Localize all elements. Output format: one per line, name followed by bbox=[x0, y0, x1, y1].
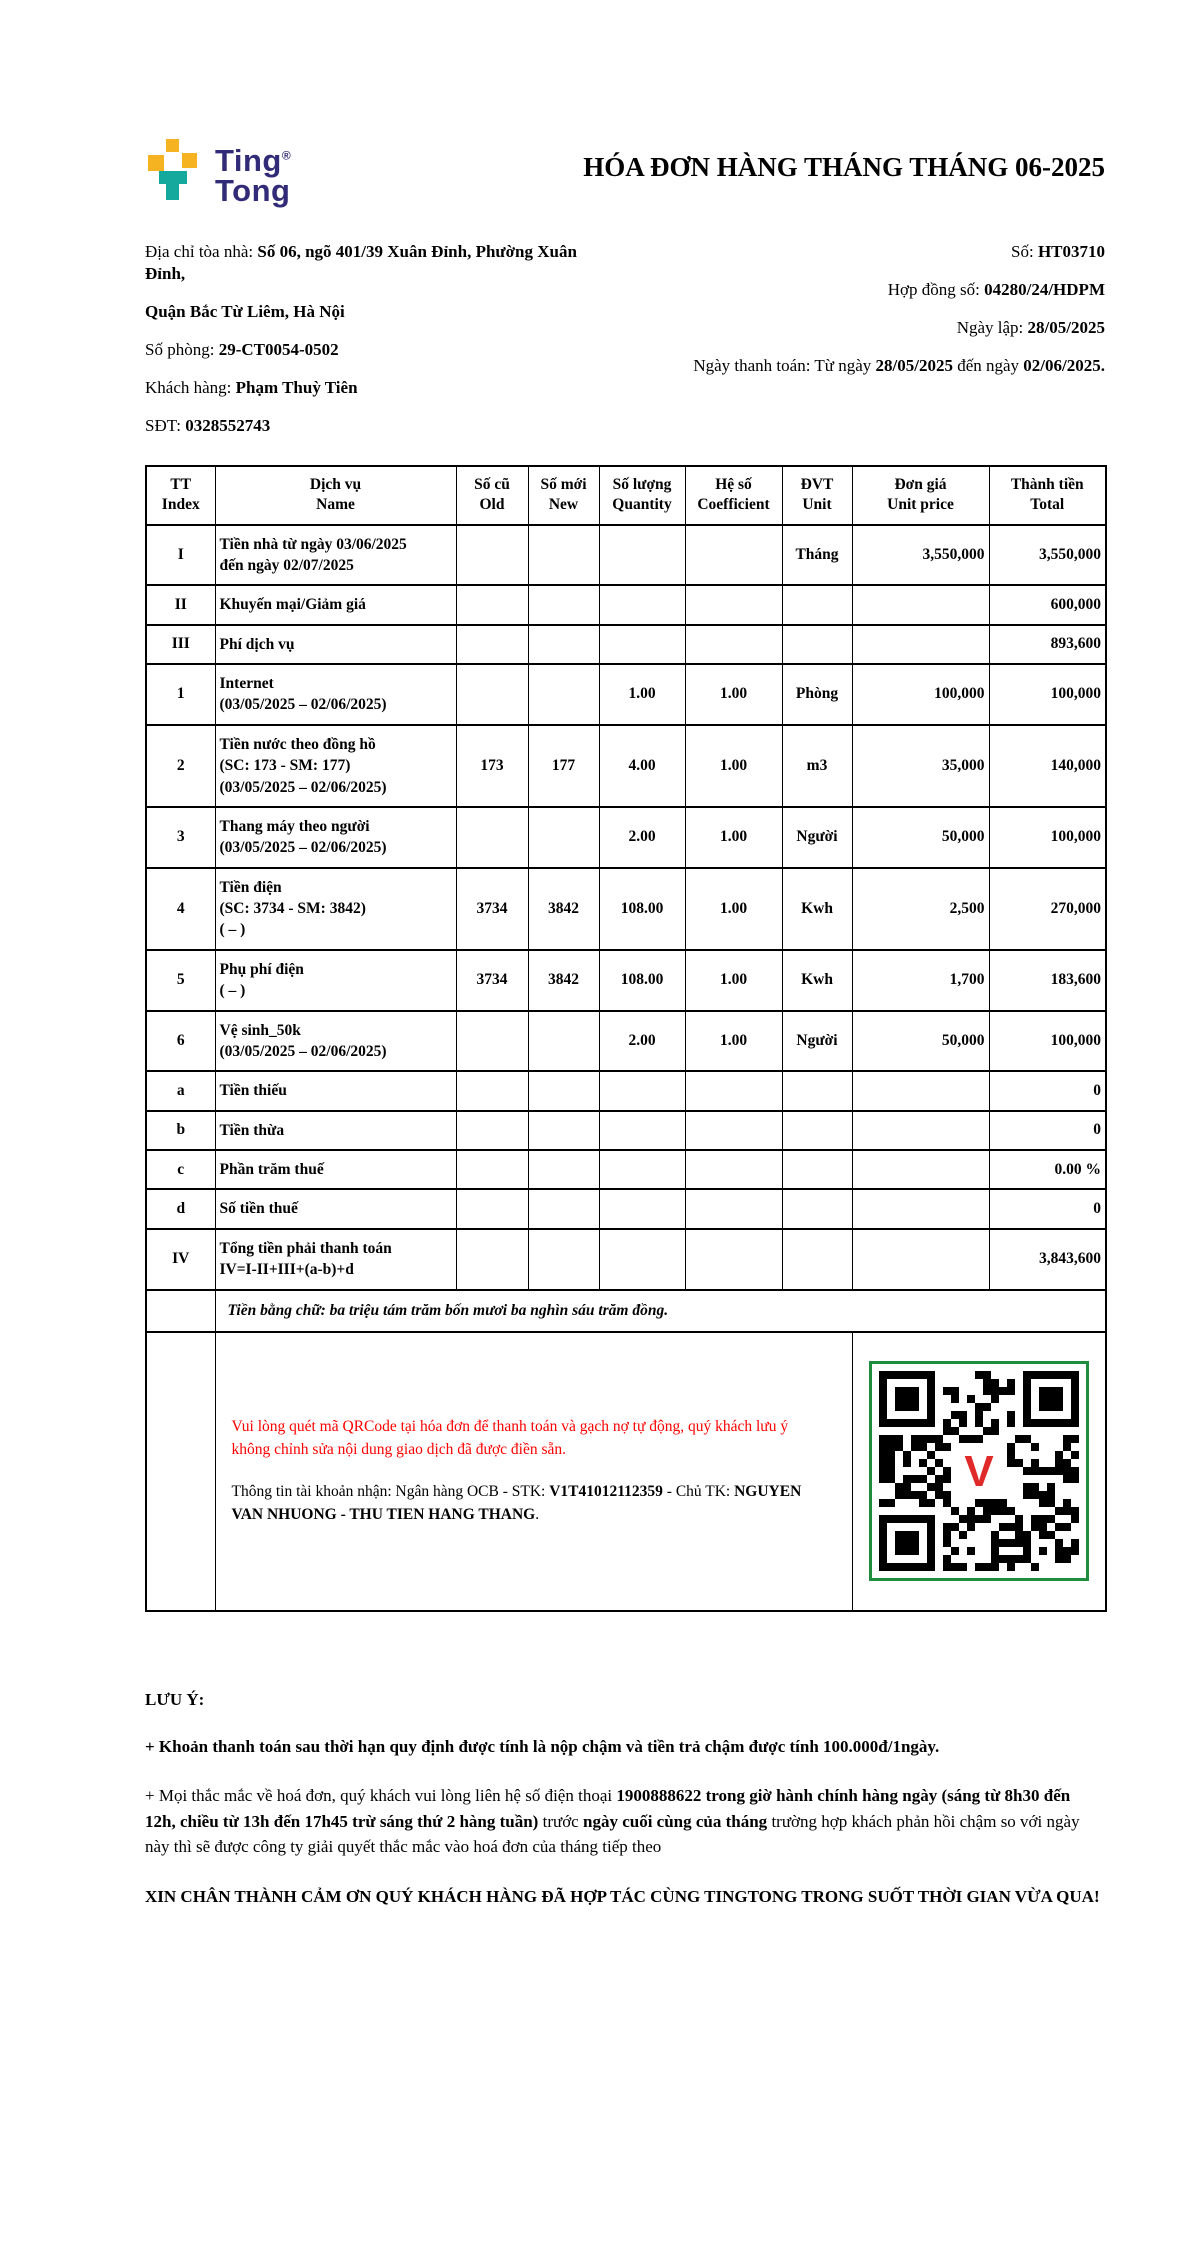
cell-name bbox=[215, 1189, 456, 1228]
qr-center-v-logo: V bbox=[964, 1447, 994, 1497]
cell-total: 600,000 bbox=[989, 585, 1106, 624]
text-segment: Thông tin tài khoản nhận: Ngân hàng OCB - STK: bbox=[231, 1483, 550, 1501]
cell-old bbox=[456, 1111, 528, 1150]
table-row bbox=[146, 1150, 1106, 1189]
cell-new bbox=[528, 1011, 599, 1072]
text-segment: 28/05/2025 bbox=[1027, 317, 1105, 337]
cell-total: 100,000 bbox=[989, 807, 1106, 868]
service-name-line: Phần trăm thuế bbox=[219, 1161, 324, 1179]
service-name-line: ( – ) bbox=[219, 982, 246, 1000]
cell-total: 270,000 bbox=[989, 868, 1106, 950]
cell-price bbox=[852, 1111, 989, 1150]
text-segment: Khách hàng: bbox=[145, 378, 236, 398]
text-segment: SĐT: bbox=[145, 416, 186, 436]
service-name-line: Phụ phí điện bbox=[219, 960, 304, 978]
cell-total: 0 bbox=[989, 1189, 1106, 1228]
table-row bbox=[146, 1189, 1106, 1228]
table-row bbox=[146, 807, 1106, 868]
cell-new bbox=[528, 664, 599, 725]
customer-phone bbox=[145, 415, 615, 437]
service-name-line: (03/05/2025 – 02/06/2025) bbox=[219, 839, 387, 857]
building-address-2 bbox=[145, 301, 615, 323]
cell-name bbox=[215, 664, 456, 725]
cell-unit bbox=[782, 1111, 852, 1150]
building-address bbox=[145, 241, 615, 285]
payment-date-range bbox=[615, 355, 1105, 377]
cell-coef: 1.00 bbox=[685, 807, 782, 868]
service-name-line: Số tiền thuế bbox=[219, 1200, 298, 1218]
cell-tt: 1 bbox=[146, 664, 215, 725]
cell-coef: 1.00 bbox=[685, 868, 782, 950]
service-name-line: Tiền nhà từ ngày 03/06/2025 bbox=[219, 535, 407, 553]
cell-coef bbox=[685, 1189, 782, 1228]
payment-instructions-cell bbox=[215, 1332, 852, 1611]
cell-old bbox=[456, 1189, 528, 1228]
cell-qty: 1.00 bbox=[599, 664, 685, 725]
cell-qty bbox=[599, 625, 685, 664]
service-name-line: Vệ sinh_50k bbox=[219, 1021, 301, 1039]
service-name-line: IV=I-II+III+(a-b)+d bbox=[219, 1261, 354, 1279]
hotline-note bbox=[145, 1783, 1105, 1860]
cell-coef: 1.00 bbox=[685, 664, 782, 725]
cell-coef bbox=[685, 1071, 782, 1110]
text-segment: Ngày lập: bbox=[956, 317, 1028, 337]
cell-total: 3,550,000 bbox=[989, 525, 1106, 586]
tingtong-logo bbox=[145, 138, 291, 207]
text-segment: + Mọi thắc mắc về hoá đơn, quý khách vui lòng liên hệ số điện thoại bbox=[145, 1786, 617, 1806]
column-header-6: ĐVT Unit bbox=[782, 466, 852, 524]
cell-name bbox=[215, 525, 456, 586]
service-name-line: Khuyến mại/Giảm giá bbox=[219, 596, 366, 614]
service-name-line: Tiền nước theo đồng hồ bbox=[219, 735, 376, 753]
cell-coef bbox=[685, 585, 782, 624]
table-row bbox=[146, 1111, 1106, 1150]
contract-number bbox=[615, 279, 1105, 301]
cell-price: 3,550,000 bbox=[852, 525, 989, 586]
cell-new: 177 bbox=[528, 725, 599, 807]
column-header-1: Dịch vụ Name bbox=[215, 466, 456, 524]
cell-price bbox=[852, 1150, 989, 1189]
cell-coef bbox=[685, 625, 782, 664]
text-segment: ngày cuối cùng của tháng bbox=[582, 1811, 768, 1831]
qr-payment-instruction: Vui lòng quét mã QRCode tại hóa đơn để thanh toán và gạch nợ tự động, quý khách lưu ý không chỉnh sửa nội dung giao dịch đã được điền sẵn. bbox=[231, 1418, 789, 1458]
cell-tt: b bbox=[146, 1111, 215, 1150]
table-header-row bbox=[146, 466, 1106, 524]
cell-name bbox=[215, 950, 456, 1011]
cell-qty: 2.00 bbox=[599, 1011, 685, 1072]
text-segment: 04280/24/HDPM bbox=[984, 279, 1105, 299]
text-segment: Quận Bắc Từ Liêm, Hà Nội bbox=[145, 301, 345, 321]
thank-you-note: XIN CHÂN THÀNH CẢM ƠN QUÝ KHÁCH HÀNG ĐÃ HỢP TÁC CÙNG TINGTONG TRONG SUỐT THỜI GIAN VỪA QUA! bbox=[145, 1886, 1100, 1906]
cell-new bbox=[528, 1071, 599, 1110]
cell-qty bbox=[599, 1189, 685, 1228]
text-segment: Hợp đồng số: bbox=[887, 279, 985, 299]
cell-name bbox=[215, 1111, 456, 1150]
cell-old: 3734 bbox=[456, 868, 528, 950]
text-segment: Số 06, ngõ 401/39 Xuân Đỉnh, Phường Xuân Đỉnh, bbox=[145, 241, 577, 283]
cell-unit bbox=[782, 1229, 852, 1290]
cell-tt: a bbox=[146, 1071, 215, 1110]
customer-info bbox=[145, 241, 615, 454]
cell-name bbox=[215, 807, 456, 868]
cell-old bbox=[456, 664, 528, 725]
service-name-line: (SC: 3734 - SM: 3842) bbox=[219, 900, 366, 918]
cell-old bbox=[456, 1229, 528, 1290]
cell-unit: Kwh bbox=[782, 950, 852, 1011]
cell-unit: Người bbox=[782, 807, 852, 868]
cell-unit bbox=[782, 585, 852, 624]
late-payment-note: + Khoản thanh toán sau thời hạn quy định được tính là nộp chậm và tiền trả chậm được tính 100.000đ/1ngày. bbox=[145, 1736, 940, 1756]
cell-new: 3842 bbox=[528, 950, 599, 1011]
table-row bbox=[146, 950, 1106, 1011]
cell-tt: I bbox=[146, 525, 215, 586]
registered-mark: ® bbox=[281, 148, 292, 163]
cell-name bbox=[215, 1150, 456, 1189]
service-name-line: Tiền điện bbox=[219, 878, 282, 896]
service-name-line: Tổng tiền phải thanh toán bbox=[219, 1239, 392, 1257]
text-segment: đến ngày bbox=[952, 356, 1024, 376]
cell-unit: Tháng bbox=[782, 525, 852, 586]
header bbox=[145, 138, 1105, 207]
text-segment: Phạm Thuỳ Tiên bbox=[235, 378, 358, 398]
text-segment: Địa chỉ tòa nhà: bbox=[145, 241, 258, 261]
cell-tt: III bbox=[146, 625, 215, 664]
cell-total: 3,843,600 bbox=[989, 1229, 1106, 1290]
table-row bbox=[146, 625, 1106, 664]
cell-tt: 3 bbox=[146, 807, 215, 868]
text-segment: 02/06/2025. bbox=[1023, 356, 1105, 376]
cell-coef: 1.00 bbox=[685, 725, 782, 807]
cell-unit: Phòng bbox=[782, 664, 852, 725]
cell-unit: Kwh bbox=[782, 868, 852, 950]
cell-tt: 5 bbox=[146, 950, 215, 1011]
cell-price bbox=[852, 1071, 989, 1110]
cell-total: 893,600 bbox=[989, 625, 1106, 664]
column-header-0: TT Index bbox=[146, 466, 215, 524]
cell-total: 140,000 bbox=[989, 725, 1106, 807]
service-name-line: Tiền thừa bbox=[219, 1121, 285, 1139]
cell-total: 0.00 % bbox=[989, 1150, 1106, 1189]
text-segment: trường hợp khách phản hồi chậm so với ngày này thì sẽ được công ty giải quyết thắc mắc vào hoá đơn của tháng tiếp theo bbox=[145, 1811, 1080, 1857]
amount-in-words-row bbox=[146, 1290, 1106, 1332]
bank-account-info bbox=[232, 1481, 832, 1526]
text-segment: 0328552743 bbox=[185, 416, 271, 436]
service-name-line: đến ngày 02/07/2025 bbox=[219, 556, 354, 574]
cell-coef bbox=[685, 525, 782, 586]
invoice-meta bbox=[615, 241, 1105, 393]
invoice-info bbox=[145, 241, 1105, 454]
cell-total: 183,600 bbox=[989, 950, 1106, 1011]
cell-new bbox=[528, 1111, 599, 1150]
cell-qty bbox=[599, 1150, 685, 1189]
cell-total: 0 bbox=[989, 1071, 1106, 1110]
cell-name bbox=[215, 1011, 456, 1072]
cell-qty: 4.00 bbox=[599, 725, 685, 807]
column-header-5: Hệ số Coefficient bbox=[685, 466, 782, 524]
cell-name bbox=[215, 625, 456, 664]
cell-unit bbox=[782, 625, 852, 664]
table-header bbox=[146, 466, 1106, 524]
qr-code bbox=[869, 1361, 1089, 1581]
column-header-8: Thành tiền Total bbox=[989, 466, 1106, 524]
table-footer bbox=[146, 1290, 1106, 1611]
cell-price: 2,500 bbox=[852, 868, 989, 950]
cell-qty: 108.00 bbox=[599, 950, 685, 1011]
cell-old bbox=[456, 1011, 528, 1072]
cell-qty bbox=[599, 1071, 685, 1110]
cell-unit: m3 bbox=[782, 725, 852, 807]
cell-price bbox=[852, 1229, 989, 1290]
cell-tt: 6 bbox=[146, 1011, 215, 1072]
invoice-table bbox=[145, 465, 1107, 1611]
cell-tt: IV bbox=[146, 1229, 215, 1290]
column-header-2: Số cũ Old bbox=[456, 466, 528, 524]
text-segment: 28/05/2025 bbox=[875, 356, 953, 376]
cell-old bbox=[456, 525, 528, 586]
customer-name bbox=[145, 377, 615, 399]
cell-price: 35,000 bbox=[852, 725, 989, 807]
cell-new bbox=[528, 525, 599, 586]
text-segment: Ngày thanh toán: Từ ngày bbox=[693, 356, 876, 376]
cell-tt: 2 bbox=[146, 725, 215, 807]
text-segment: Số: bbox=[1011, 241, 1038, 261]
cell-qty bbox=[599, 1111, 685, 1150]
text-segment: 29-CT0054-0502 bbox=[218, 340, 339, 360]
cell-new bbox=[528, 807, 599, 868]
cell-price: 100,000 bbox=[852, 664, 989, 725]
text-segment: . bbox=[535, 1505, 540, 1523]
cell-old bbox=[456, 625, 528, 664]
cell-tt: II bbox=[146, 585, 215, 624]
cell-new bbox=[528, 1150, 599, 1189]
footer-notes bbox=[145, 1690, 1105, 1910]
cell-tt: c bbox=[146, 1150, 215, 1189]
cell-price: 50,000 bbox=[852, 1011, 989, 1072]
tingtong-logo-icon bbox=[145, 138, 203, 204]
cell-old bbox=[456, 807, 528, 868]
amount-in-words-cell bbox=[215, 1290, 1106, 1332]
cell-unit bbox=[782, 1071, 852, 1110]
cell-total: 100,000 bbox=[989, 1011, 1106, 1072]
table-row bbox=[146, 664, 1106, 725]
cell-coef bbox=[685, 1150, 782, 1189]
cell-name bbox=[215, 1071, 456, 1110]
cell-old: 173 bbox=[456, 725, 528, 807]
text-segment: trước bbox=[538, 1811, 583, 1831]
cell-name bbox=[215, 725, 456, 807]
table-body bbox=[146, 525, 1106, 1290]
service-name-line: Phí dịch vụ bbox=[219, 635, 295, 653]
text-segment: NGUYEN VAN NHUONG - THU TIEN HANG THANG bbox=[231, 1483, 802, 1523]
cell-price bbox=[852, 625, 989, 664]
notes-heading: LƯU Ý: bbox=[145, 1689, 205, 1709]
cell-qty: 108.00 bbox=[599, 868, 685, 950]
cell-tt bbox=[146, 1332, 215, 1611]
cell-unit bbox=[782, 1150, 852, 1189]
payment-row bbox=[146, 1332, 1106, 1611]
table-row bbox=[146, 525, 1106, 586]
cell-qty bbox=[599, 1229, 685, 1290]
text-segment: V1T41012112359 bbox=[549, 1483, 663, 1501]
cell-price bbox=[852, 585, 989, 624]
service-name-line: Internet bbox=[219, 675, 274, 693]
text-segment: 1900888622 trong giờ hành chính hàng ngày (sáng từ 8h30 đến 12h, chiều từ 13h đến 17h45 trừ sáng thứ 2 hàng tuần) bbox=[145, 1786, 1071, 1831]
cell-unit bbox=[782, 1189, 852, 1228]
table-row bbox=[146, 725, 1106, 807]
column-header-7: Đơn giá Unit price bbox=[852, 466, 989, 524]
cell-new: 3842 bbox=[528, 868, 599, 950]
cell-old bbox=[456, 1150, 528, 1189]
cell-name bbox=[215, 585, 456, 624]
cell-price: 50,000 bbox=[852, 807, 989, 868]
cell-coef bbox=[685, 1111, 782, 1150]
cell-total: 0 bbox=[989, 1111, 1106, 1150]
amount-words-value: ba triệu tám trăm bốn mươi ba nghìn sáu trăm đồng. bbox=[329, 1301, 669, 1319]
cell-tt bbox=[146, 1290, 215, 1332]
service-name-line: (SC: 173 - SM: 177) bbox=[219, 757, 351, 775]
cell-tt: 4 bbox=[146, 868, 215, 950]
cell-total: 100,000 bbox=[989, 664, 1106, 725]
cell-name bbox=[215, 1229, 456, 1290]
service-name-line: (03/05/2025 – 02/06/2025) bbox=[219, 778, 387, 796]
table-row bbox=[146, 585, 1106, 624]
cell-tt: d bbox=[146, 1189, 215, 1228]
cell-coef: 1.00 bbox=[685, 1011, 782, 1072]
text-segment: Số phòng: bbox=[145, 340, 219, 360]
table-row bbox=[146, 1011, 1106, 1072]
amount-words-label: Tiền bằng chữ: bbox=[227, 1301, 330, 1319]
logo-wordmark: Ting® Tong bbox=[215, 143, 292, 209]
invoice-number bbox=[615, 241, 1105, 263]
cell-new bbox=[528, 625, 599, 664]
text-segment: HT03710 bbox=[1037, 241, 1105, 261]
cell-old bbox=[456, 1071, 528, 1110]
text-segment: - Chủ TK: bbox=[662, 1483, 735, 1501]
column-header-3: Số mới New bbox=[528, 466, 599, 524]
service-name-line: ( – ) bbox=[219, 921, 246, 939]
cell-old bbox=[456, 585, 528, 624]
room-number bbox=[145, 339, 615, 361]
service-name-line: Thang máy theo người bbox=[219, 817, 370, 835]
service-name-line: Tiền thiếu bbox=[219, 1082, 287, 1100]
cell-qty bbox=[599, 585, 685, 624]
cell-price: 1,700 bbox=[852, 950, 989, 1011]
service-name-line: (03/05/2025 – 02/06/2025) bbox=[219, 1042, 387, 1060]
cell-unit: Người bbox=[782, 1011, 852, 1072]
cell-name bbox=[215, 868, 456, 950]
cell-qty bbox=[599, 525, 685, 586]
cell-new bbox=[528, 1189, 599, 1228]
service-name-line: (03/05/2025 – 02/06/2025) bbox=[219, 696, 387, 714]
table-row bbox=[146, 868, 1106, 950]
cell-coef: 1.00 bbox=[685, 950, 782, 1011]
page-title: HÓA ĐƠN HÀNG THÁNG THÁNG 06-2025 bbox=[583, 152, 1105, 182]
cell-price bbox=[852, 1189, 989, 1228]
issue-date bbox=[615, 317, 1105, 339]
cell-new bbox=[528, 585, 599, 624]
cell-old: 3734 bbox=[456, 950, 528, 1011]
cell-new bbox=[528, 1229, 599, 1290]
cell-coef bbox=[685, 1229, 782, 1290]
qr-cell bbox=[852, 1332, 1106, 1611]
table-row bbox=[146, 1071, 1106, 1110]
table-row bbox=[146, 1229, 1106, 1290]
column-header-4: Số lượng Quantity bbox=[599, 466, 685, 524]
cell-qty: 2.00 bbox=[599, 807, 685, 868]
